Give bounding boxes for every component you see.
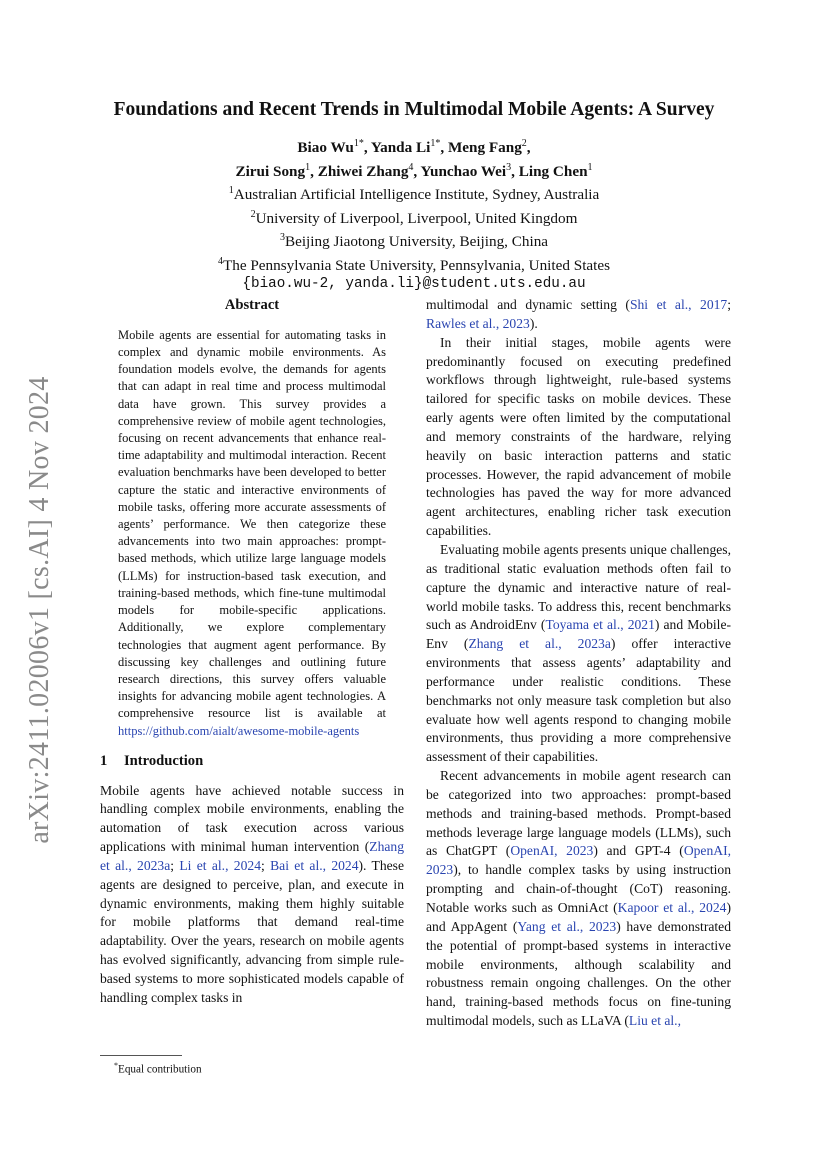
text-run: ). bbox=[529, 315, 538, 331]
author-name: Meng Fang bbox=[447, 139, 522, 157]
author-name: Zirui Song bbox=[235, 162, 306, 180]
section-heading-introduction bbox=[100, 752, 404, 771]
text-run: Mobile agents have achieved notable success in handling complex mobile environments, enabling the automation of task execution across various applications with minimal human intervention ( bbox=[100, 782, 404, 855]
author-affiliation-mark: 1 bbox=[305, 161, 311, 173]
affiliation-mark: 3 bbox=[279, 232, 285, 244]
affiliation-text: Australian Artificial Intelligence Institute, Sydney, Australia bbox=[233, 186, 600, 204]
affiliation-line bbox=[100, 252, 728, 276]
citation-link[interactable]: Shi et al., 2017 bbox=[629, 297, 728, 312]
body-paragraph-continued bbox=[426, 296, 731, 334]
author-name: Biao Wu bbox=[297, 139, 354, 157]
affiliation-line bbox=[100, 205, 728, 229]
body-paragraph bbox=[100, 782, 404, 1008]
author-name: Zhiwei Zhang bbox=[317, 162, 409, 180]
citation-link[interactable]: OpenAI, 2023 bbox=[426, 843, 731, 878]
author-affiliation-mark: 1 bbox=[587, 161, 593, 173]
abstract-heading: Abstract bbox=[224, 297, 280, 313]
author-line-2 bbox=[100, 158, 728, 182]
text-run: ) offer interactive environments that assess agents’ adaptability and performance under realistic conditions. These benchmarks not only measure task completion but also evaluate how well agents respond to changing mobile environments, thus providing a more comprehensive assessment of their capabilities. bbox=[426, 636, 731, 765]
arxiv-identifier-text: arXiv:2411.02006v1 [cs.AI] 4 Nov 2024 bbox=[23, 376, 55, 844]
text-run: Mobile agents are essential for automating tasks in complex and dynamic mobile environments. As foundation models evolve, the demands for agents that can adapt in real time and process multimodal data have grown. This survey provides a comprehensive review of mobile agent technologies, focusing on recent advancements that enhance real-time adaptability and multimodal interaction. Recent evaluation benchmarks have been developed to better capture the static and interactive environments of mobile tasks, offering more accurate assessments of agents’ performance. We then categorize these advancements into two main approaches: prompt-based methods, which utilize large language models (LLMs) for instruction-based task execution, and training-based methods, which fine-tune multimodal models for mobile-specific applications. Additionally, we explore complementary technologies that augment agent performance. By discussing key challenges and outlining future research directions, this survey offers valuable insights for advancing mobile agent technologies. A comprehensive resource list is available at bbox=[118, 327, 386, 721]
author-separator: , bbox=[363, 139, 371, 157]
text-run: ; bbox=[727, 297, 732, 312]
affiliation-mark: 2 bbox=[250, 208, 256, 220]
author-separator: , bbox=[413, 162, 421, 180]
author-separator: , bbox=[511, 162, 519, 180]
right-column bbox=[426, 296, 731, 1031]
section-title: Introduction bbox=[124, 752, 204, 769]
body-paragraph bbox=[426, 334, 731, 541]
author-block bbox=[100, 134, 728, 295]
body-text-left bbox=[100, 782, 404, 1008]
affiliation-line bbox=[100, 181, 728, 205]
author-affiliation-mark: 1* bbox=[430, 138, 441, 149]
citation-link[interactable]: Zhang et al., 2023a bbox=[100, 839, 404, 873]
citation-link[interactable]: Toyama et al., 2021 bbox=[545, 617, 655, 633]
author-line-1 bbox=[100, 134, 728, 158]
citation-link[interactable]: Li et al., 2024 bbox=[179, 857, 261, 873]
text-run: ) and GPT-4 ( bbox=[593, 843, 684, 859]
abstract-body bbox=[118, 327, 386, 740]
arxiv-identifier bbox=[12, 376, 67, 844]
text-run: ) and Mobile-Env ( bbox=[426, 617, 732, 652]
text-run: ) and AppAgent ( bbox=[426, 900, 731, 934]
text-run: Recent advancements in mobile agent research can be categorized into two approaches: prompt-based methods and training-based methods. Prompt-based methods leverage large language models (LLMs), such as ChatGPT ( bbox=[426, 768, 731, 859]
url-link[interactable]: https://github.com/aialt/awesome-mobile-agents bbox=[118, 723, 360, 738]
citation-link[interactable]: Liu et al., bbox=[628, 1013, 681, 1029]
section-number: 1 bbox=[100, 752, 108, 769]
citation-link[interactable]: Yang et al., 2023 bbox=[517, 918, 617, 934]
footnote-rule bbox=[100, 1055, 182, 1056]
body-paragraph bbox=[426, 767, 731, 1031]
citation-link[interactable]: Rawles et al., 2023 bbox=[426, 315, 530, 331]
author-name: Ling Chen bbox=[518, 162, 588, 180]
author-separator: , bbox=[440, 139, 448, 157]
affiliation-text: The Pennsylvania State University, Pennsylvania, United States bbox=[222, 256, 611, 274]
author-name: Yunchao Wei bbox=[420, 162, 507, 180]
affiliation-text: University of Liverpool, Liverpool, United Kingdom bbox=[255, 209, 578, 227]
text-run: ; bbox=[170, 857, 180, 873]
affiliation-list bbox=[100, 181, 728, 275]
left-column bbox=[100, 296, 404, 1008]
author-email: {biao.wu-2, yanda.li}@student.uts.edu.au bbox=[242, 276, 586, 293]
text-run: ) have demonstrated the potential of prompt-based systems in interactive mobile environments, although scalability and robustness remain ongoing challenges. On the other hand, training-based methods focus on fine-tuning multimodal models, such as LLaVA ( bbox=[426, 918, 731, 1029]
text-run: multimodal and dynamic setting ( bbox=[426, 297, 630, 312]
citation-link[interactable]: Zhang et al., 2023a bbox=[468, 636, 611, 652]
text-run: In their initial stages, mobile agents were predominantly focused on executing predefined workflows through lightweight, rule-based systems tailored for specific tasks on mobile devices. These early agents were often limited by the computational and memory constraints of the hardware, relying heavily on basic interaction patterns and static processes. However, the rapid advancement of mobile technologies has paved the way for more advanced agent architectures, enabling richer task execution capabilities. bbox=[426, 334, 731, 539]
text-run: Evaluating mobile agents presents unique challenges, as traditional static evaluation methods often fail to capture the dynamic and interactive nature of real-world mobile tasks. To address this, recent benchmarks such as AndroidEnv ( bbox=[426, 541, 731, 633]
citation-link[interactable]: OpenAI, 2023 bbox=[510, 843, 594, 859]
author-separator: , bbox=[526, 139, 531, 157]
text-run: ; bbox=[261, 857, 271, 873]
author-name: Yanda Li bbox=[370, 139, 431, 157]
affiliation-mark: 1 bbox=[228, 185, 234, 197]
text-run: ). These agents are designed to perceive, plan, and execute in dynamic environments, making them highly suitable for mobile platforms that demand real-time adaptability. Over the years, research on mobile agents has evolved significantly, advancing from simple rule-based systems to more sophisticated models capable of handling complex tasks in bbox=[100, 857, 404, 1005]
body-paragraph bbox=[426, 541, 731, 767]
citation-link[interactable]: Bai et al., 2024 bbox=[270, 857, 359, 873]
author-separator: , bbox=[310, 162, 318, 180]
author-affiliation-mark: 4 bbox=[408, 161, 414, 173]
footnote-text: Equal contribution bbox=[118, 1063, 202, 1076]
citation-link[interactable]: Kapoor et al., 2024 bbox=[617, 900, 727, 915]
affiliation-mark: 4 bbox=[217, 255, 223, 267]
author-affiliation-mark: 2 bbox=[521, 138, 527, 149]
affiliation-text: Beijing Jiaotong University, Beijing, China bbox=[284, 233, 549, 251]
footnote bbox=[114, 1061, 202, 1076]
footnote-mark: * bbox=[114, 1061, 118, 1070]
affiliation-line bbox=[100, 228, 728, 252]
text-run: ), to handle complex tasks by using instruction prompting and chain-of-thought (CoT) reasoning. Notable works such as OmniAct ( bbox=[426, 862, 731, 915]
author-affiliation-mark: 3 bbox=[506, 161, 512, 173]
paper-title: Foundations and Recent Trends in Multimodal Mobile Agents: A Survey bbox=[113, 99, 715, 120]
author-affiliation-mark: 1* bbox=[353, 138, 364, 149]
